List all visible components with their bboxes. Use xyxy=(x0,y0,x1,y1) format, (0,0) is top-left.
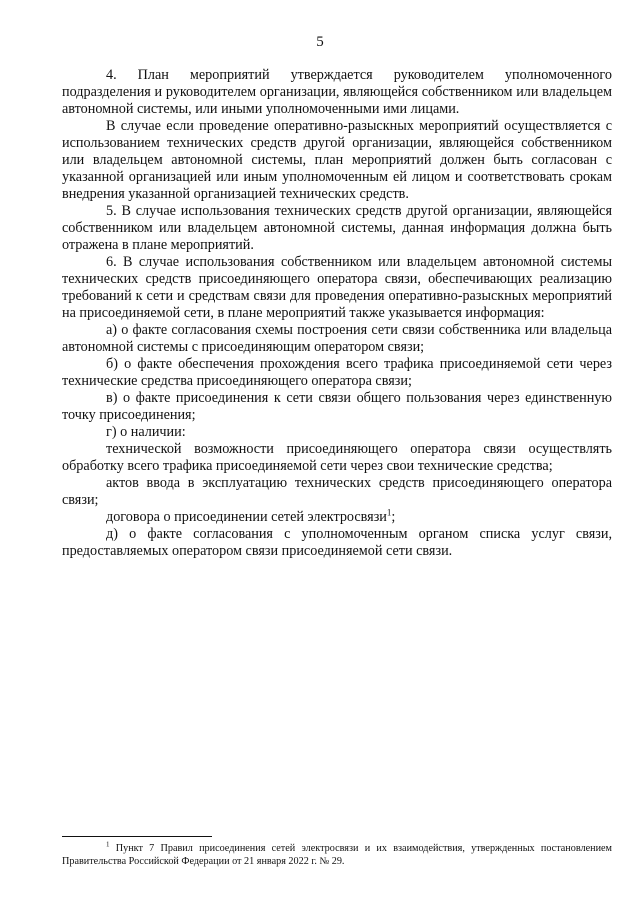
footnote xyxy=(62,842,612,868)
item-d: д) о факте согласования с уполномоченным органом списка услуг связи, предоставляемых оператором связи присоединяемой сети связи. xyxy=(62,526,612,559)
document-body xyxy=(62,67,612,560)
paragraph-4-coordination: В случае если проведение оперативно-разыскных мероприятий осуществляется с использованием технических средств другой организации, являющейся собственником или владельцем автономной системы, план мероприятий должен быть согласован с указанной организацией или иным уполномоченным ей лицом и соответствовать срокам внедрения указанной организацией технических средств. xyxy=(62,118,612,202)
item-g-contract xyxy=(62,509,612,526)
paragraph-6: 6. В случае использования собственником или владельцем автономной системы технических средств присоединяющего оператора связи, обеспечивающих реализацию требований к сети и средствам связи для проведения оперативно-разыскных мероприятий на присоединяемой сети, в плане мероприятий также указывается информация: xyxy=(62,254,612,321)
footnote-separator xyxy=(62,836,212,837)
item-v: в) о факте присоединения к сети связи общего пользования через единственную точку присоединения; xyxy=(62,390,612,423)
footnote-marker: 1 xyxy=(106,840,110,849)
item-g-commissioning-acts: актов ввода в эксплуатацию технических средств присоединяющего оператора связи; xyxy=(62,475,612,508)
contract-text: договора о присоединении сетей электросвязи xyxy=(106,509,387,525)
item-a: а) о факте согласования схемы построения сети связи собственника или владельца автономной системы с присоединяющим оператором связи; xyxy=(62,322,612,355)
item-b: б) о факте обеспечения прохождения всего трафика присоединяемой сети через технические средства присоединяющего оператора связи; xyxy=(62,356,612,389)
paragraph-5: 5. В случае использования технических средств другой организации, являющейся собственником или владельцем автономной системы, данная информация должна быть отражена в плане мероприятий. xyxy=(62,203,612,253)
paragraph-4-plan-approval: 4. План мероприятий утверждается руководителем уполномоченного подразделения и руководителем организации, являющейся собственником или владельцем автономной системы, или иными уполномоченными ими лицами. xyxy=(62,67,612,117)
footnote-text: Пункт 7 Правил присоединения сетей электросвязи и их взаимодействия, утвержденных постановлением Правительства Российской Федерации от 21 января 2022 г. № 29. xyxy=(62,843,613,867)
item-g-technical-capability: технической возможности присоединяющего оператора связи осуществлять обработку всего трафика присоединяемой сети через свои технические средства; xyxy=(62,441,612,474)
footnote-reference[interactable]: 1 xyxy=(386,507,392,518)
item-g: г) о наличии: xyxy=(106,424,186,440)
contract-trailing: ; xyxy=(391,509,396,525)
page-number: 5 xyxy=(316,34,324,50)
